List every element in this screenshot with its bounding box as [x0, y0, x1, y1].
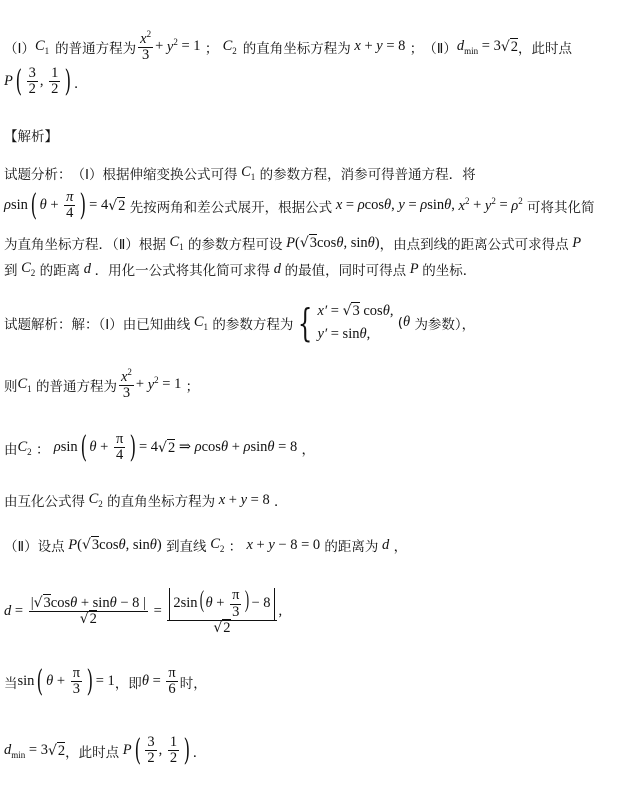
- answer-part2-label: （Ⅱ）: [423, 40, 457, 57]
- answer-line-2: P ( $\frac{3}{2}$ , $\frac{1}{2}$ ) ．: [4, 63, 88, 99]
- section-heading: 【解析】: [4, 129, 58, 145]
- answer-part1-label: （Ⅰ）: [4, 40, 35, 57]
- answer-text-b: 的直角坐标方程为: [242, 40, 351, 57]
- solution-line-8: $d_{min}$ = 3 √ 2 ，此时点 P ( $\frac{3}{2}$ , $\frac{1}{2}$ ) ．: [4, 732, 207, 768]
- distance-fraction-2: 2sin( θ + $\frac{\pi}{3}$ ) − 8 √2: [167, 588, 276, 636]
- fraction-x2-over-3: $\frac{x^2}{3}$: [140, 29, 152, 64]
- analysis-line-4: 到 $C_2$ 的距离 d ．用化一公式将其化简可求得 d 的最值，同时可得点 P 的坐标．: [4, 260, 477, 279]
- solution-line-7: 当 sin ( θ + $\frac{\pi}{3}$ ) = 1 ，即 θ = $\frac{\pi}{6}$ 时，: [4, 663, 207, 699]
- solution-line-2: 则 $C_1$ 的普通方程为 $\frac{x^2}{3}$ + $y^2$ = 1 ；: [4, 367, 200, 402]
- solution-line-6: d = $\frac{|√3\cos\theta + \sin\theta - 8 |}{√2}$ = 2sin( θ + $\frac{\pi}{3}$ ) − 8 √2 ,: [4, 587, 283, 636]
- parametric-system: x′ = √3 cosθ, y′ = sinθ,: [317, 303, 394, 342]
- analysis-line-3: 为直角坐标方程．（Ⅱ）根据 $C_1$ 的参数方程可设 P ( √ 3 cos θ , sin θ ) ，由点到线的距离公式可求得点 P: [4, 234, 582, 253]
- answer-end: ．: [74, 75, 88, 92]
- solution-line-3: 由 $C_2$ ： ρ sin ( θ + $\frac{\pi}{4}$ ) = 4 √ 2 ⇒ ρ cos θ + ρ sin θ = 8 ，: [4, 429, 315, 465]
- solution-line-1: 试题解析：解：（Ⅰ）由已知曲线 $C_1$ 的参数方程为 { x′ = √3 cosθ, y′ = sinθ, ( θ 为参数），: [4, 300, 476, 345]
- solution-line-5: （Ⅱ）设点 P ( √ 3 cos θ , sin θ ) 到直线 $C_2$ ： x + y − 8 = 0 的距离为 d ，: [4, 536, 408, 555]
- distance-fraction-1: $\frac{|√3\cos\theta + \sin\theta - 8 |}{√2}$: [30, 595, 146, 628]
- answer-line-1: （Ⅰ） $C_1$ 的普通方程为 $\frac{x^2}{3}$ + $y^2$ = 1 ； $C_2$ 的直角坐标方程为 x + y = 8 ； （Ⅱ） $d_{min}$ = 3 √ 2 ，此时点: [4, 29, 572, 64]
- answer-text-a: 的普通方程为: [55, 40, 137, 57]
- analysis-line-1: 试题分析： （Ⅰ）根据伸缩变换公式可得 $C_1$ 的参数方程，消参可得普通方程．将: [4, 164, 476, 183]
- analysis-line-2: ρ sin ( θ + $\frac{\pi}{4}$ ) = 4 √ 2 先按两角和差公式展开，根据公式 x = ρ cos θ , y = ρ sin θ , $x^2$ + $y^2$ = $\rho^2$ 可将其化简: [4, 187, 595, 223]
- solution-line-4: 由互化公式得 $C_2$ 的直角坐标方程为 x + y = 8 ．: [4, 491, 288, 510]
- answer-part2-text: ，此时点: [518, 40, 572, 57]
